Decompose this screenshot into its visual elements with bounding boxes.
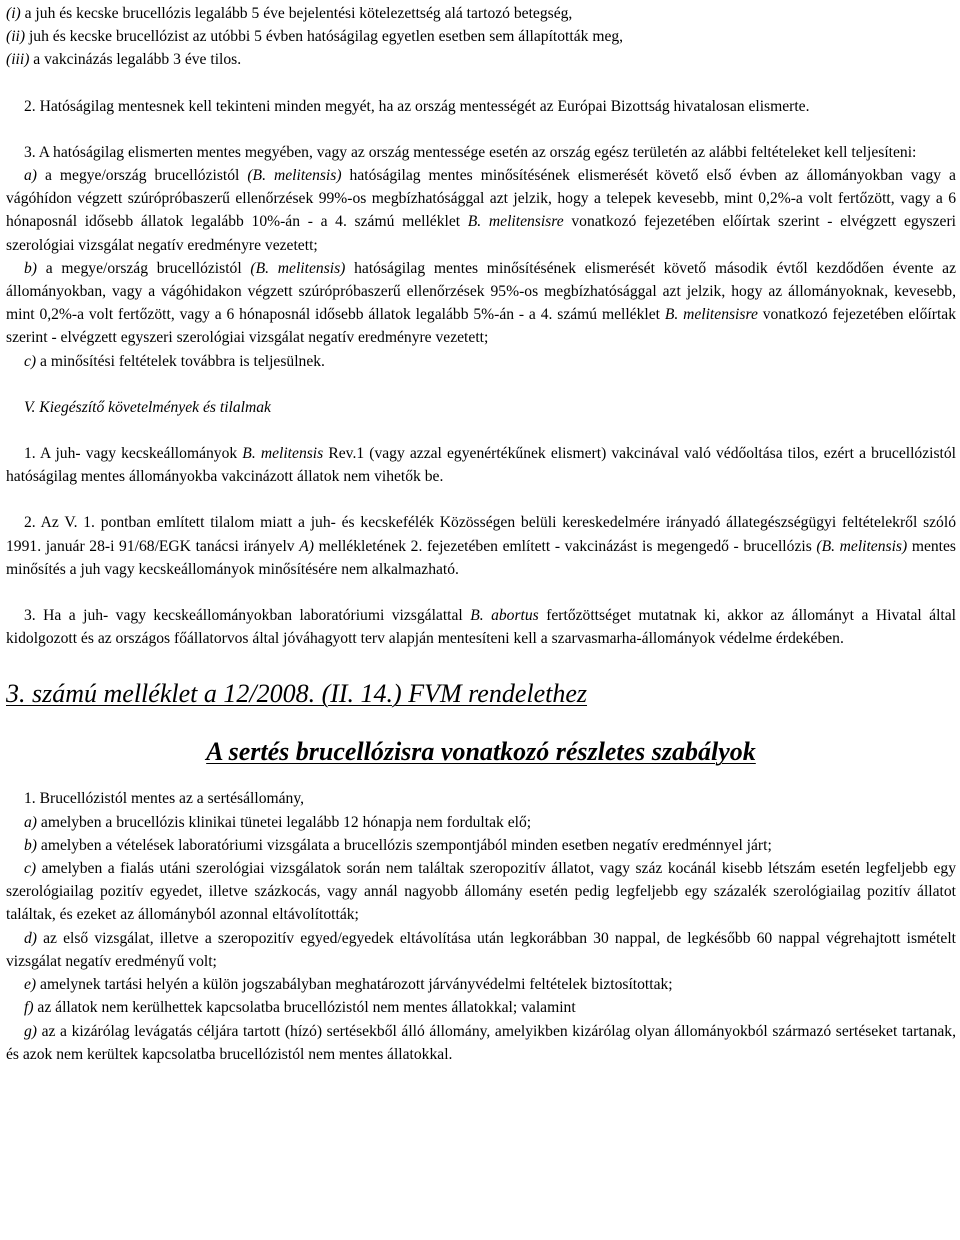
annex-item-e: e) amelynek tartási helyén a külön jogszabályban meghatározott járványvédelmi feltételek biztosítottak; [24,976,673,994]
annex-item-f: f) az állatok nem kerülhettek kapcsolatba brucellózistól nem mentes állatokkal; valamint [24,999,576,1017]
annex-subtitle: A sertés brucellózisra vonatkozó részletes szabályok [206,737,756,767]
annex-item-c: c) amelyben a fialás utáni szerológiai vizsgálatok során nem találtak szeropozitív állatot, vagy száz kocánál kisebb létszám esetén legfeljebb egy szerológiailag pozitív egyedet, illetve százkocás, vagy annál nagyobb állomány esetén pedig legfeljebb egy százalék szerológiailag pozitív állatot találtak, és ezeket az állományból azonnal eltávolították; [6,860,956,924]
list-marker: (iii) [6,51,30,69]
item-marker: b) [24,836,37,854]
annex-item-d: d) az első vizsgálat, illetve a szeropozitív egyed/egyedek eltávolítása után legkorábban 30 nappal, de legkésőbb 60 nappal végrehajtott ismételt vizsgálat negatív eredményű volt; [6,929,956,970]
list-marker: (ii) [6,28,26,46]
document-page [6,2,956,1066]
item-marker: e) [24,976,37,994]
list-item-i: (i) a juh és kecske brucellózis legalább 5 éve bejelentési kötelezettség alá tartozó betegség, [6,5,573,22]
paragraph-3-item-b: b) a megye/ország brucellózistól (B. melitensis) hatóságilag mentes minősítésének elismerését követő második évtől kezdődően évente az állományokban, vagy a vágóhidakon végzett szúrópróbaszerű ellenőrzések 95%-os megbízhatósággal azt jelzik, hogy az állományoknak, kevesebb, mint 0,2%-a volt fertőzött, vagy a 6 hónaposnál idősebb állatok legalább 5%-án - a 4. számú melléklet B. melitensisre vonatkozó fejezetében előírtak szerint - elvégzett egyszeri szerológiai vizsgálat negatív eredményre vezetett; [6,259,956,347]
annex-item-b: b) amelyben a vételések laboratóriumi vizsgálata a brucellózis szempontjából minden esetben negatív eredménnyel járt; [24,836,772,854]
paragraph-3-item-c: c) a minősítési feltételek továbbra is teljesülnek. [24,352,325,370]
item-marker: a) [24,167,37,185]
annex-intro: 1. Brucellózistól mentes az a sertésállomány, [24,790,305,808]
section-v-paragraph-2: 2. Az V. 1. pontban említett tilalom miatt a juh- és kecskefélék Közösségen belüli kereskedelmére irányadó állategészségügyi feltételekről szóló 1991. január 28-i 91/68/EGK tanácsi irányelv A) mellékletének 2. fejezetében említett - vakcinázást is megengedő - brucellózis (B. melitensis) mentes minősítés a juh vagy kecskeállományok minősítésére nem alkalmazható. [6,514,956,578]
item-marker: c) [24,352,37,370]
annex-title: 3. számú melléklet a 12/2008. (II. 14.) FVM rendelethez [6,679,588,709]
section-v-heading: V. Kiegészítő követelmények és tilalmak [24,398,271,416]
item-marker: b) [24,259,37,277]
paragraph-2: 2. Hatóságilag mentesnek kell tekinteni minden megyét, ha az ország mentességét az Európai Bizottság hivatalosan elismerte. [24,97,810,115]
paragraph-3-intro: 3. A hatóságilag elismerten mentes megyében, vagy az ország mentessége esetén az ország egész területén az alábbi feltételeket kell teljesíteni: [24,143,917,161]
section-v-paragraph-1: 1. A juh- vagy kecskeállományok B. melitensis Rev.1 (vagy azzal egyenértékűnek elismert) vakcinával való védőoltása tilos, ezért a brucellózistól hatóságilag mentes állományokba vakcinázott állatok nem vihetők be. [6,445,956,486]
annex-item-g: g) az a kizárólag levágatás céljára tartott (hízó) sertésekből álló állomány, amelyikben kizárólag olyan állományokból származó sertéseket tartanak, és azok nem kerültek kapcsolatba brucellózistól nem mentes állatokkal. [6,1022,956,1063]
paragraph-3-item-a: a) a megye/ország brucellózistól (B. melitensis) hatóságilag mentes minősítésének elismerését követő első évben az állományokban vagy a vágóhídon végzett szúrópróbaszerű ellenőrzések 99%-os megbízhatósággal azt jelzik, hogy a telepek kevesebb, mint 0,2%-a volt fertőzött, vagy a 6 hónaposnál idősebb állatok legalább 10%-án - a 4. számú melléklet B. melitensisre vonatkozó fejezetében előírtak szerint - elvégzett egyszeri szerológiai vizsgálat negatív eredményre vezetett; [6,167,956,254]
list-marker: (i) [6,5,21,22]
list-item-ii: (ii) juh és kecske brucellózist az utóbbi 5 évben hatóságilag egyetlen esetben sem állapították meg, [6,28,624,46]
item-marker: c) [24,860,37,878]
item-marker: g) [24,1022,37,1040]
section-v-paragraph-3: 3. Ha a juh- vagy kecskeállományokban laboratóriumi vizsgálattal B. abortus fertőzöttséget mutatnak ki, akkor az állományt a Hivatal által kidolgozott és az országos főállatorvos által jóváhagyott terv alapján mentesíteni kell a szarvasmarha-állományok védelme érdekében. [6,607,956,648]
item-marker: f) [24,999,34,1017]
item-marker: a) [24,813,37,831]
item-marker: d) [24,929,37,947]
annex-item-a: a) amelyben a brucellózis klinikai tünetei legalább 12 hónapja nem fordultak elő; [24,813,532,831]
list-item-iii: (iii) a vakcinázás legalább 3 éve tilos. [6,51,242,69]
